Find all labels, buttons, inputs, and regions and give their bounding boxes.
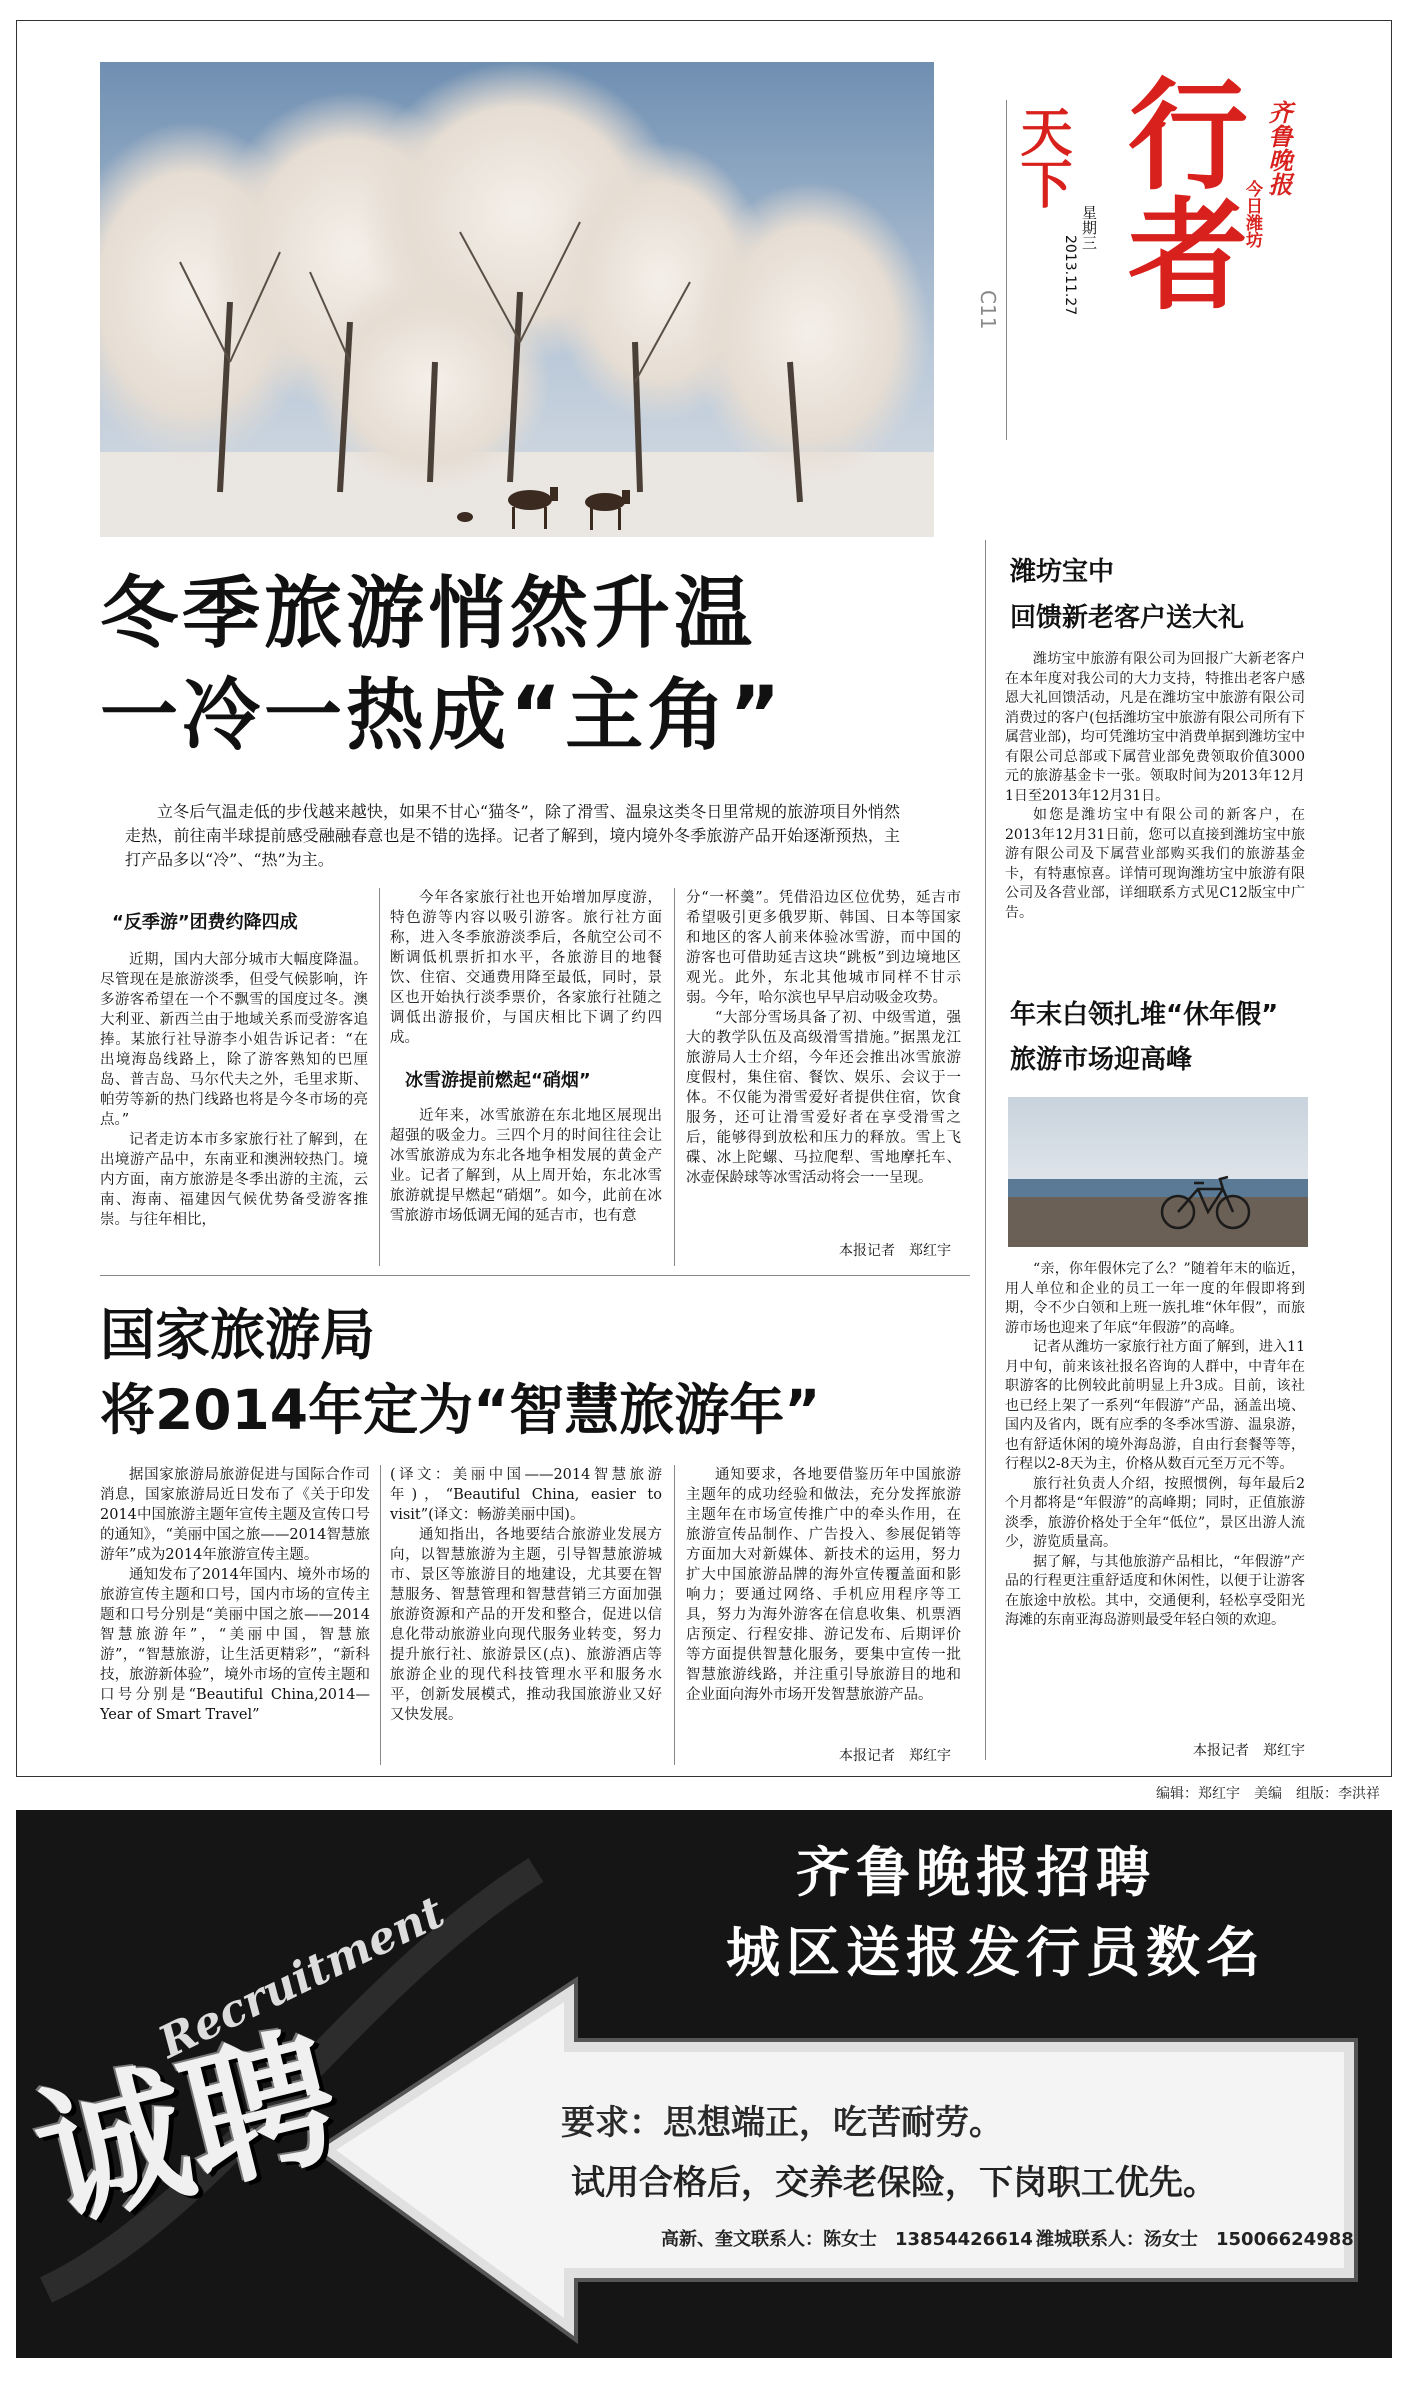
paragraph: “亲，你年假休完了么？”随着年末的临近，用人单位和企业的员工一年一度的年假即将到期，令不少白领和上班一族扎堆“休年假”，而旅游市场也迎来了年底“年假游”的高峰。 — [1005, 1261, 1305, 1336]
main-col2a — [390, 888, 662, 1048]
sidebar1-title-line1: 潍坊宝中 — [1010, 557, 1115, 587]
ad-contact-weicheng: 潍城联系人：汤女士 15006624988 — [1036, 2229, 1354, 2250]
second-col3 — [686, 1465, 961, 1705]
paragraph: 记者从潍坊一家旅行社方面了解到，进入11月中旬，前来该社报名咨询的人群中，中青年在职游客的比例较此前明显上升3成。目前，该社也已经上架了一系列“年假游”产品，涵盖出境、国内及省内，既有应季的冬季冰雪游、温泉游，也有舒适休闲的境外海岛游，自由行套餐等等，行程以2-8天为主，价格从数百元至万元不等。 — [1005, 1339, 1305, 1472]
paragraph: 潍坊宝中旅游有限公司为回报广大新老客户在本年度对我公司的大力支持，特推出老客户感恩大礼回馈活动，凡是在潍坊宝中旅游有限公司消费过的客户(包括潍坊宝中旅游有限公司所有下属营业部)，均可凭潍坊宝中消费单据到潍坊宝中有限公司总部或下属营业部免费领取价值3000元的旅游基金卡一张。领取时间为2013年12月1日至2013年12月31日。 — [1005, 651, 1305, 804]
paragraph: 旅行社负责人介绍，按照惯例，每年最后2个月都将是“年假游”的高峰期；同时，正值旅游淡季，旅游价格处于全年“低位”，景区出游人流少，游览质量高。 — [1005, 1475, 1305, 1550]
ad-logo-en: Recruitment — [151, 1886, 453, 2069]
sidebar1-title-line2: 回馈新老客户送大礼 — [1010, 603, 1245, 633]
masthead-sub-title: 天下 — [1011, 105, 1071, 209]
subheading-ice-snow: 冰雪游提前燃起“硝烟” — [405, 1070, 591, 1091]
column-divider — [379, 888, 380, 1266]
masthead-divider — [1006, 100, 1007, 440]
second-headline-line2: 将2014年定为“智慧旅游年” — [100, 1378, 821, 1442]
column-divider — [674, 1465, 675, 1765]
main-col2b — [390, 1106, 662, 1226]
edition-name: 今日潍坊 — [1242, 180, 1262, 248]
masthead-date: 2013.11.27 — [1062, 235, 1078, 316]
main-lead: 立冬后气温走低的步伐越来越快，如果不甘心“猫冬”，除了滑雪、温泉这类冬日里常规的旅游项目外悄然走热，前往南半球提前感受融融春意也是不错的选择。记者了解到，境内境外冬季旅游产品开始逐渐预热，主打产品多以“冷”、“热”为主。 — [125, 802, 900, 869]
ad-title-line1: 齐鲁晚报招聘 — [796, 1841, 1156, 1904]
paragraph: 据了解，与其他旅游产品相比，“年假游”产品的行程更注重舒适度和休闲性，以便于让游客在旅途中放松。其中，交通便利，轻松享受阳光海滩的东南亚海岛游则最受年轻白领的欢迎。 — [1005, 1553, 1305, 1628]
masthead-main-title: 行者 — [1108, 72, 1247, 312]
publisher-name: 齐鲁晚报 — [1264, 100, 1293, 196]
ad-benefit: 试用合格后，交养老保险，下岗职工优先。 — [571, 2163, 1217, 2203]
ad-logo-cn: 诚聘 — [20, 2008, 354, 2251]
sidebar-divider — [985, 540, 986, 1760]
second-article-columns — [100, 1465, 970, 1765]
main-col3 — [686, 888, 961, 1188]
second-col2 — [390, 1465, 662, 1725]
paragraph: (译文：美丽中国——2014智慧旅游年)，“Beautiful China, easier to visit”(译文：畅游美丽中国)。 — [390, 1467, 662, 1523]
main-headline-line2: 一冷一热成“主角” — [100, 671, 785, 761]
sidebar1-body — [1005, 650, 1305, 923]
paragraph: “大部分雪场具备了初、中级雪道，强大的教学队伍及高级滑雪措施。”据黑龙江旅游局人士介绍，今年还会推出冰雪旅游度假村，集住宿、餐饮、娱乐、会议于一体。不仅能为滑雪爱好者提供住宿，饮食服务，还可让滑雪爱好者在享受滑雪之后，能够得到放松和压力的释放。雪上飞碟、冰上陀螺、马拉爬犁、雪地摩托车、冰壶保龄球等冰雪活动将会一一呈现。 — [686, 1010, 961, 1186]
ad-title-line2: 城区送报发行员数名 — [726, 1921, 1266, 1984]
section-divider — [100, 1275, 970, 1276]
sidebar2-title-line1: 年末白领扎堆“休年假” — [1010, 1000, 1279, 1030]
paragraph: 通知要求，各地要借鉴历年中国旅游主题年的成功经验和做法，充分发挥旅游主题年在市场宣传推广中的牵头作用，在旅游宣传品制作、广告投入、参展促销等方面加大对新媒体、新技术的运用，努力扩大中国旅游品牌的海外宣传覆盖面和影响力；要通过网络、手机应用程序等工具，努力为海外游客在信息收集、机票酒店预定、行程安排、游记发布、后期评价等方面提供智慧化服务，要集中宣传一批智慧旅游线路，并注重引导旅游目的地和企业面向海外市场开发智慧旅游产品。 — [686, 1467, 961, 1703]
sidebar2-byline: 本报记者 郑红宇 — [1193, 1743, 1305, 1759]
recruitment-ad — [16, 1810, 1392, 2358]
masthead-weekday: 星期三 — [1080, 205, 1098, 250]
ad-contact-gaoxin: 高新、奎文联系人：陈女士 13854426614 — [661, 2229, 1033, 2250]
subheading-off-season: “反季游”团费约降四成 — [112, 912, 298, 933]
main-headline-line1: 冬季旅游悄然升温 — [100, 569, 757, 659]
main-article-columns — [100, 888, 970, 1268]
main-col1 — [100, 950, 368, 1230]
second-col1 — [100, 1465, 370, 1725]
column-divider — [380, 1465, 381, 1765]
paragraph: 如您是潍坊宝中有限公司的新客户，在2013年12月31日前，您可以直接到潍坊宝中旅游有限公司及下属营业部购买我们的旅游基金卡，有特惠惊喜。详情可现询潍坊宝中旅游有限公司及各营业部，详细联系方式见C12版宝中广告。 — [1005, 807, 1305, 921]
paragraph: 记者走访本市多家旅行社了解到，在出境游产品中，东南亚和澳洲较热门。境内方面，南方旅游是冬季出游的主流，云南、海南、福建因气候优势备受游客推崇。与往年相比， — [100, 1132, 368, 1228]
paragraph: 今年各家旅行社也开始增加厚度游，特色游等内容以吸引游客。旅行社方面称，进入冬季旅游淡季后，各航空公司不断调低机票折扣水平，各旅游目的地餐饮、住宿、交通费用降至最低，同时，景区也开始执行淡季票价，各家旅行社随之调低出游报价，与国庆相比下调了约四成。 — [390, 890, 662, 1046]
paragraph: 近期，国内大部分城市大幅度降温。尽管现在是旅游淡季，但受气候影响，许多游客希望在一个不飘雪的国度过冬。澳大利亚、新西兰由于地域关系而受游客追捧。某旅行社导游李小姐告诉记者：“在出境海岛线路上，除了游客熟知的巴厘岛、普吉岛、马尔代夫之外，毛里求斯、帕劳等新的热门线路也将是今冬市场的亮点。” — [100, 952, 368, 1128]
ad-requirement: 要求：思想端正，吃苦耐劳。 — [561, 2103, 1003, 2143]
sidebar2-title-line2: 旅游市场迎高峰 — [1010, 1045, 1193, 1075]
winter-photo — [100, 62, 934, 537]
sidebar2-body — [1005, 1260, 1305, 1631]
paragraph: 近年来，冰雪旅游在东北地区展现出超强的吸金力。三四个月的时间往往会让冰雪旅游成为东北各地争相发展的黄金产业。记者了解到，从上周开始，东北冰雪旅游就提早燃起“硝烟”。如今，此前在冰雪旅游市场低调无闻的延吉市，也有意 — [390, 1108, 662, 1224]
main-byline: 本报记者 郑红宇 — [839, 1243, 951, 1259]
second-headline-line1: 国家旅游局 — [100, 1303, 376, 1367]
masthead — [976, 60, 1380, 460]
paragraph: 通知指出，各地要结合旅游业发展方向，以智慧旅游为主题，引导智慧旅游城市、景区等旅游目的地建设，尤其要在智慧服务、智慧管理和智慧营销三方面加强旅游资源和产品的开发和整合，促进以信息化带动旅游业向现代服务业转变，努力提升旅行社、旅游景区(点)、旅游酒店等旅游企业的现代科技管理水平和服务水平，创新发展模式，推动我国旅游业又好又快发展。 — [390, 1527, 662, 1723]
second-byline: 本报记者 郑红宇 — [839, 1748, 951, 1764]
paragraph: 通知发布了2014年国内、境外市场的旅游宣传主题和口号，国内市场的宣传主题和口号分别是“美丽中国之旅——2014智慧旅游年”，“美丽中国，智慧旅游”，“智慧旅游，让生活更精彩”，“新科技，旅游新体验”，境外市场的宣传主题和口号分别是“Beautiful China,2014—Year of Smart Travel” — [100, 1567, 370, 1723]
page-credits: 编辑：郑红宇 美编 组版：李洪祥 — [1156, 1786, 1380, 1802]
paragraph: 据国家旅游局旅游促进与国际合作司消息，国家旅游局近日发布了《关于印发2014中国旅游主题年宣传主题及宣传口号的通知》，“美丽中国之旅——2014智慧旅游年”成为2014年旅游宣传主题。 — [100, 1467, 370, 1563]
bicycle-beach-photo — [1008, 1097, 1308, 1247]
column-divider — [674, 888, 675, 1266]
page-number: C11 — [976, 290, 1000, 330]
paragraph: 分“一杯羹”。凭借沿边区位优势，延吉市希望吸引更多俄罗斯、韩国、日本等国家和地区的客人前来体验冰雪游，而中国的游客也可借助延吉这块“跳板”到边境地区观光。此外，东北其他城市同样不甘示弱。今年，哈尔滨也早早启动吸金攻势。 — [686, 890, 961, 1006]
